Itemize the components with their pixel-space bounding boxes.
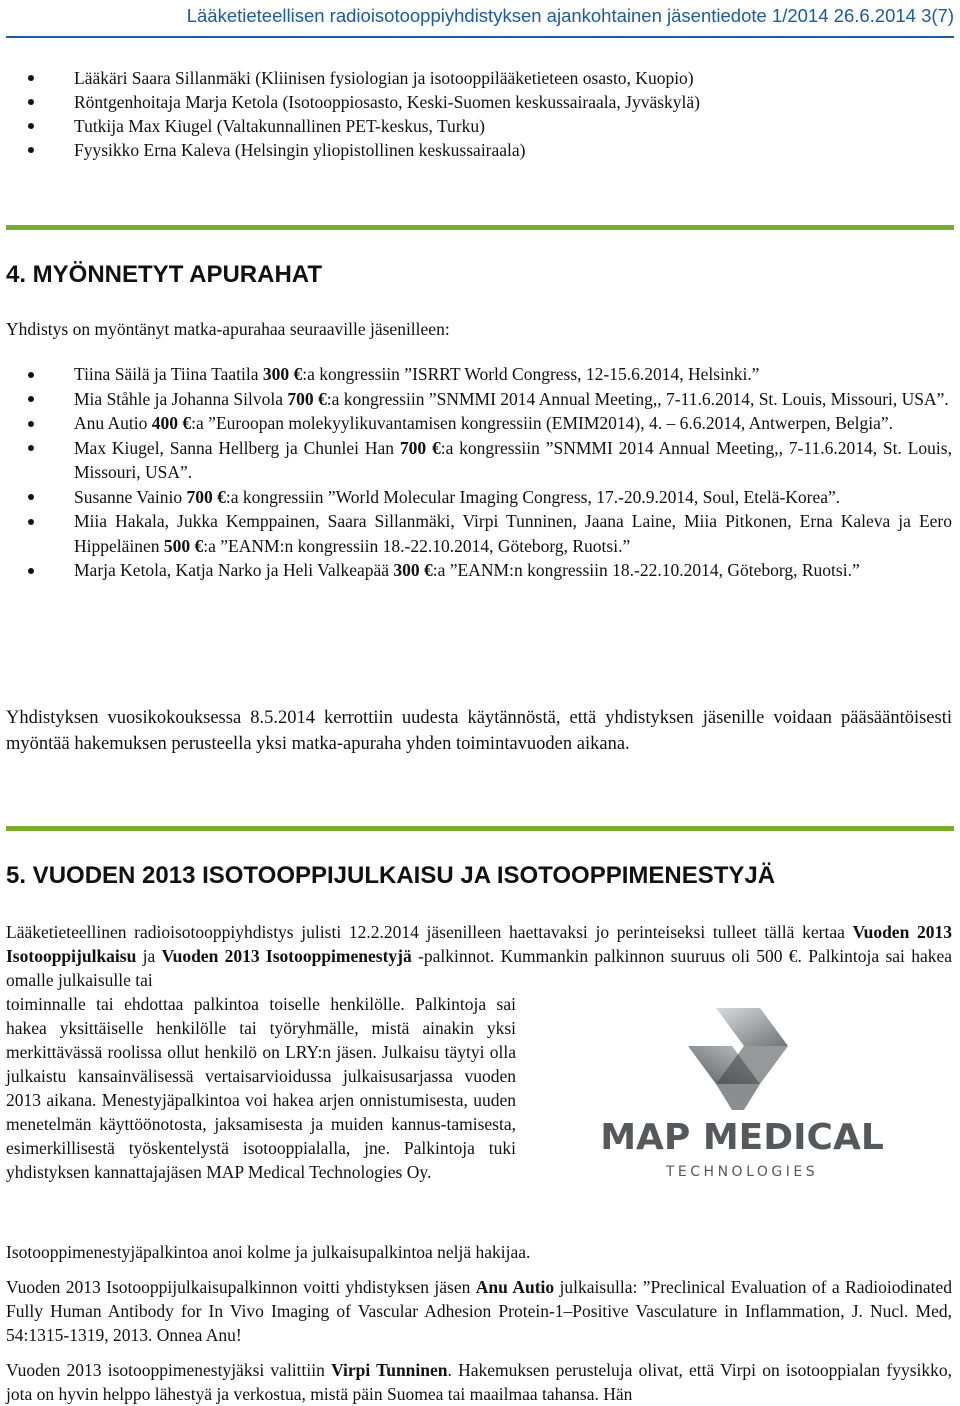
grant-recipients: Miia Hakala, Jukka Kemppainen, Saara Sillanmäki, Virpi Tunninen, Jaana Laine, Miia Pitkonen, Erna Kaleva ja Eero Hippeläinen xyxy=(74,511,952,556)
list-item xyxy=(6,558,952,583)
page-header: Lääketieteellisen radioisotooppiyhdistyksen ajankohtainen jäsentiedote 1/2014 26.6.2014 3(7) xyxy=(186,5,954,26)
grants-closing-paragraph: Yhdistyksen vuosikokouksessa 8.5.2014 kerrottiin uudesta käytännöstä, että yhdistyksen jäsenille voidaan pääsääntöisesti myöntää hakemuksen perusteella yksi matka-apuraha yhden toimintavuoden aikana. xyxy=(6,708,952,754)
grants-list xyxy=(6,362,952,583)
list-item xyxy=(6,387,952,412)
text-run: -palkinnot. Kummankin palkinnon suuruus oli 500 €. Palkintoja sai hakea omalle julkaisulle tai xyxy=(6,946,952,990)
list-item: Lääkäri Saara Sillanmäki (Kliinisen fysiologian ja isotooppilääketieteen osasto, Kuopio) xyxy=(6,66,952,90)
grant-amount: 300 € xyxy=(262,364,303,384)
grant-recipients: Tiina Säilä ja Tiina Taatila xyxy=(74,364,263,384)
list-item: Röntgenhoitaja Marja Ketola (Isotooppiosasto, Keski-Suomen keskussairaala, Jyväskylä) xyxy=(6,90,952,114)
grant-details: :a ”EANM:n kongressiin 18.-22.10.2014, Göteborg, Ruotsi.” xyxy=(203,535,631,556)
grant-details: :a kongressiin ”SNMMI 2014 Annual Meeting,, 7-11.6.2014, St. Louis, Missouri, USA”. xyxy=(74,437,952,482)
awards-paragraph-2: Isotooppimenestyjäpalkintoa anoi kolme ja julkaisupalkintoa neljä hakijaa. xyxy=(6,1242,531,1262)
grant-amount: 700 € xyxy=(287,388,327,409)
winner-name: Anu Autio xyxy=(475,1277,555,1297)
text-run: ja xyxy=(136,946,162,966)
text-run: Vuoden 2013 Isotooppijulkaisupalkinnon voitti yhdistyksen jäsen xyxy=(6,1277,476,1297)
list-item: Tutkija Max Kiugel (Valtakunnallinen PET-keskus, Turku) xyxy=(6,114,952,138)
section-divider xyxy=(6,225,954,230)
grant-details: :a ”EANM:n kongressiin 18.-22.10.2014, Göteborg, Ruotsi.” xyxy=(432,560,860,580)
awards-paragraph-3 xyxy=(6,1275,952,1347)
grant-recipients: Susanne Vainio xyxy=(74,486,187,507)
text-run: . Hakemuksen perusteluja olivat, että Virpi on isotooppialan fyysikko, jota on hyvin helppo lähestyä ja verkostua, mistä päin Suomea tai maailmaa tahansa. Hän xyxy=(6,1360,952,1404)
award-name: Vuoden 2013 Isotooppimenestyjä xyxy=(161,946,412,966)
text-run: Vuoden 2013 isotooppimenestyjäksi valittiin xyxy=(6,1360,332,1380)
list-item xyxy=(6,509,952,558)
board-members-list xyxy=(6,66,952,162)
grant-details: :a kongressiin ”SNMMI 2014 Annual Meeting,, 7-11.6.2014, St. Louis, Missouri, USA”. xyxy=(326,388,949,409)
list-item xyxy=(6,436,952,485)
logo-tagline: TECHNOLOGIES xyxy=(665,1164,819,1180)
logo-mark-shape xyxy=(716,1008,788,1046)
grant-recipients: Anu Autio xyxy=(74,413,152,433)
grants-intro: Yhdistys on myöntänyt matka-apurahaa seuraaville jäsenilleen: xyxy=(6,319,450,339)
grant-amount: 300 € xyxy=(393,560,433,580)
grant-amount: 700 € xyxy=(399,437,441,458)
award-name: Vuoden 2013 Isotooppijulkaisu xyxy=(6,922,952,966)
text-run: julkaisulla: ”Preclinical Evaluation of a Radioiodinated Fully Human Antibody for In Vivo Imaging of Vascular Adhesion Protein-1–Positive Vasculature in Inflammation, J. Nucl. Med, 54:1315-1319, 2013. Onnea Anu! xyxy=(6,1277,952,1345)
header-rule xyxy=(6,36,954,38)
grant-amount: 700 € xyxy=(186,486,226,507)
grant-recipients: Marja Ketola, Katja Narko ja Heli Valkeapää xyxy=(74,560,394,580)
awards-paragraph-4 xyxy=(6,1358,952,1406)
grant-amount: 400 € xyxy=(151,413,192,433)
grant-details: :a ”Euroopan molekyylikuvantamisen kongressiin (EMIM2014), 4. – 6.6.2014, Antwerpen, Belgia”. xyxy=(191,413,893,433)
map-medical-logo xyxy=(592,1002,892,1188)
awards-paragraph-1 xyxy=(6,920,952,992)
logo-mark-shape xyxy=(716,1084,760,1110)
grant-recipients: Max Kiugel, Sanna Hellberg ja Chunlei Han xyxy=(74,437,400,458)
list-item: Fyysikko Erna Kaleva (Helsingin yliopistollinen keskussairaala) xyxy=(6,138,952,162)
grant-amount: 500 € xyxy=(163,535,204,556)
section-heading-grants: 4. MYÖNNETYT APURAHAT xyxy=(6,261,323,288)
list-item xyxy=(6,411,952,436)
list-item xyxy=(6,362,952,387)
grant-details: :a kongressiin ”World Molecular Imaging Congress, 17.-20.9.2014, Soul, Etelä-Korea”. xyxy=(225,486,841,507)
section-heading-awards: 5. VUODEN 2013 ISOTOOPPIJULKAISU JA ISOTOOPPIMENESTYJÄ xyxy=(6,862,776,889)
text-run: Lääketieteellinen radioisotooppiyhdistys julisti 12.2.2014 jäsenilleen haettavaksi jo perinteiseksi tulleet tällä kertaa xyxy=(6,922,853,942)
winner-name: Virpi Tunninen xyxy=(331,1360,448,1380)
grant-recipients: Mia Ståhle ja Johanna Silvola xyxy=(74,388,288,409)
section-divider xyxy=(6,826,954,831)
grant-details: :a kongressiin ”ISRRT World Congress, 12-15.6.2014, Helsinki.” xyxy=(302,364,760,384)
logo-wordmark: MAP MEDICAL xyxy=(600,1117,884,1158)
list-item xyxy=(6,485,952,510)
awards-paragraph-1-continued: toiminnalle tai ehdottaa palkintoa toiselle henkilölle. Palkintoja sai hakea yksittäiselle henkilölle tai työryhmälle, mistä ainakin yksi merkittävässä roolissa ollut henkilö on LRY:n jäsen. Julkaisu täytyi olla julkaistu kansainvälisessä vertaisarvioidussa julkaisusarjassa vuoden 2013 aikana. Menestyjäpalkintoa voi hakea arjen onnistumisesta, uuden menetelmän käyttöönotosta, jaksamisesta ja muiden kannus-tamisesta, esimerkillisestä työskentelystä isotooppialalla, jne. Palkintoja tuki yhdistyksen kannattajajäsen MAP Medical Technologies Oy. xyxy=(6,994,516,1182)
